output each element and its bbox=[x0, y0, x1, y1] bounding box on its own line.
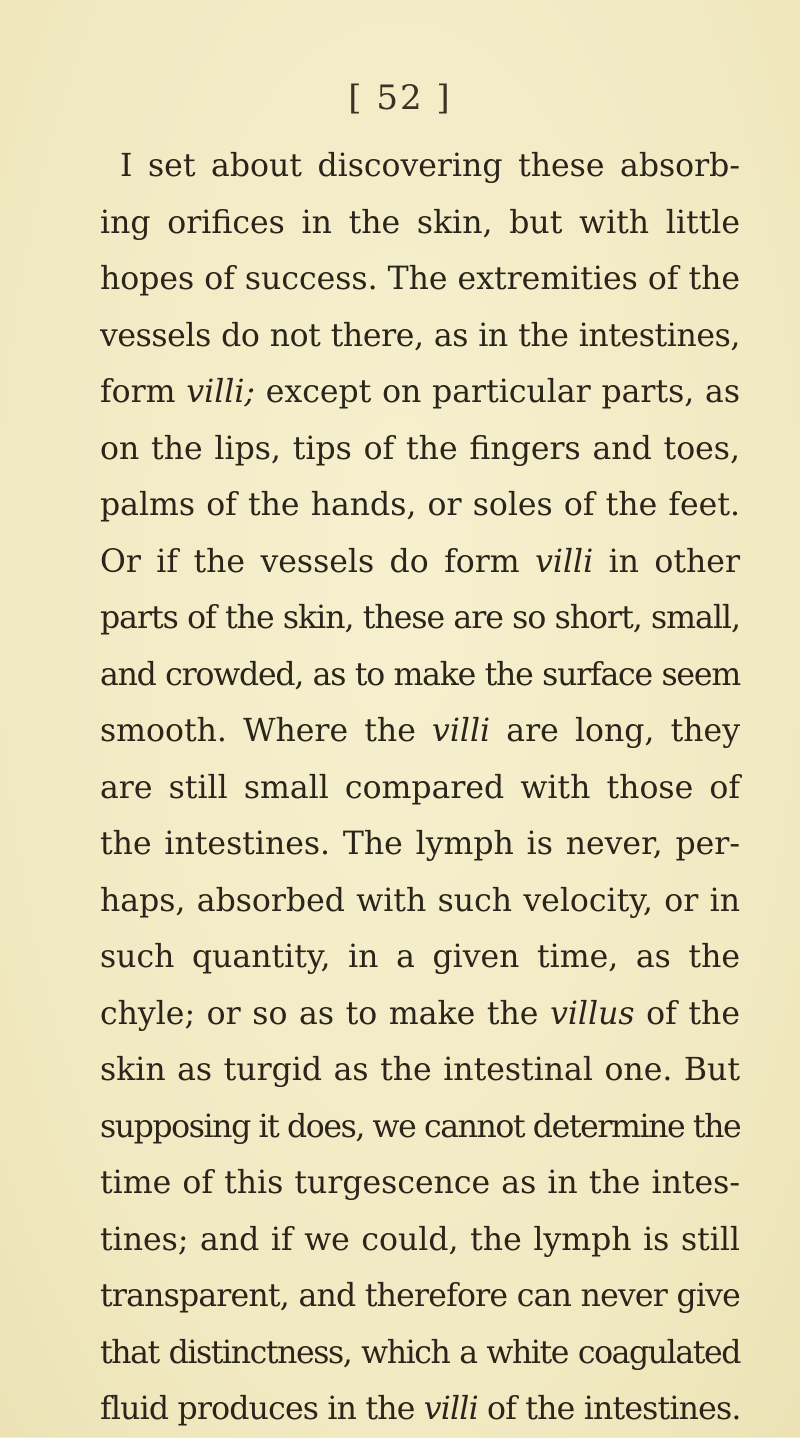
text-line: on the lips, tips of the fingers and toes, bbox=[100, 430, 740, 467]
text-line: chyle; or so as to make the villus of the bbox=[100, 995, 740, 1032]
text-line: palms of the hands, or soles of the feet. bbox=[100, 487, 740, 523]
text-line: Or if the vessels do form villi in other bbox=[100, 543, 741, 580]
text-line: form villi; except on particular parts, as bbox=[100, 374, 740, 410]
body-paragraph bbox=[100, 138, 740, 1438]
text-line: parts of the skin, these are so short, small, bbox=[100, 600, 740, 636]
text-line: transparent, and therefore can never give bbox=[100, 1278, 740, 1314]
text-line: such quantity, in a given time, as the bbox=[100, 939, 740, 975]
text-line: supposing it does, we cannot determine the bbox=[100, 1108, 741, 1145]
text-line: hopes of success. The extremities of the bbox=[100, 261, 741, 297]
text-line: time of this turgescence as in the intes- bbox=[100, 1165, 740, 1201]
text-line: that distinctness, which a white coagulated bbox=[100, 1334, 740, 1371]
text-line: ing orifices in the skin, but with little bbox=[100, 204, 740, 241]
text-line: and crowded, as to make the surface seem bbox=[100, 656, 740, 693]
text-line: tines; and if we could, the lymph is still bbox=[100, 1221, 740, 1258]
page-number: [ 52 ] bbox=[348, 78, 452, 118]
text-line: the intestines. The lymph is never, per- bbox=[100, 826, 740, 862]
text-line: fluid produces in the villi of the intestines. bbox=[100, 1391, 741, 1427]
text-line: are still small compared with those of bbox=[100, 769, 740, 806]
text-line: smooth. Where the villi are long, they bbox=[100, 713, 740, 749]
text-line: I set about discovering these absorb- bbox=[120, 148, 740, 184]
text-line: haps, absorbed with such velocity, or in bbox=[100, 882, 740, 919]
text-line: vessels do not there, as in the intestines, bbox=[100, 317, 740, 354]
text-line: skin as turgid as the intestinal one. But bbox=[100, 1052, 740, 1088]
